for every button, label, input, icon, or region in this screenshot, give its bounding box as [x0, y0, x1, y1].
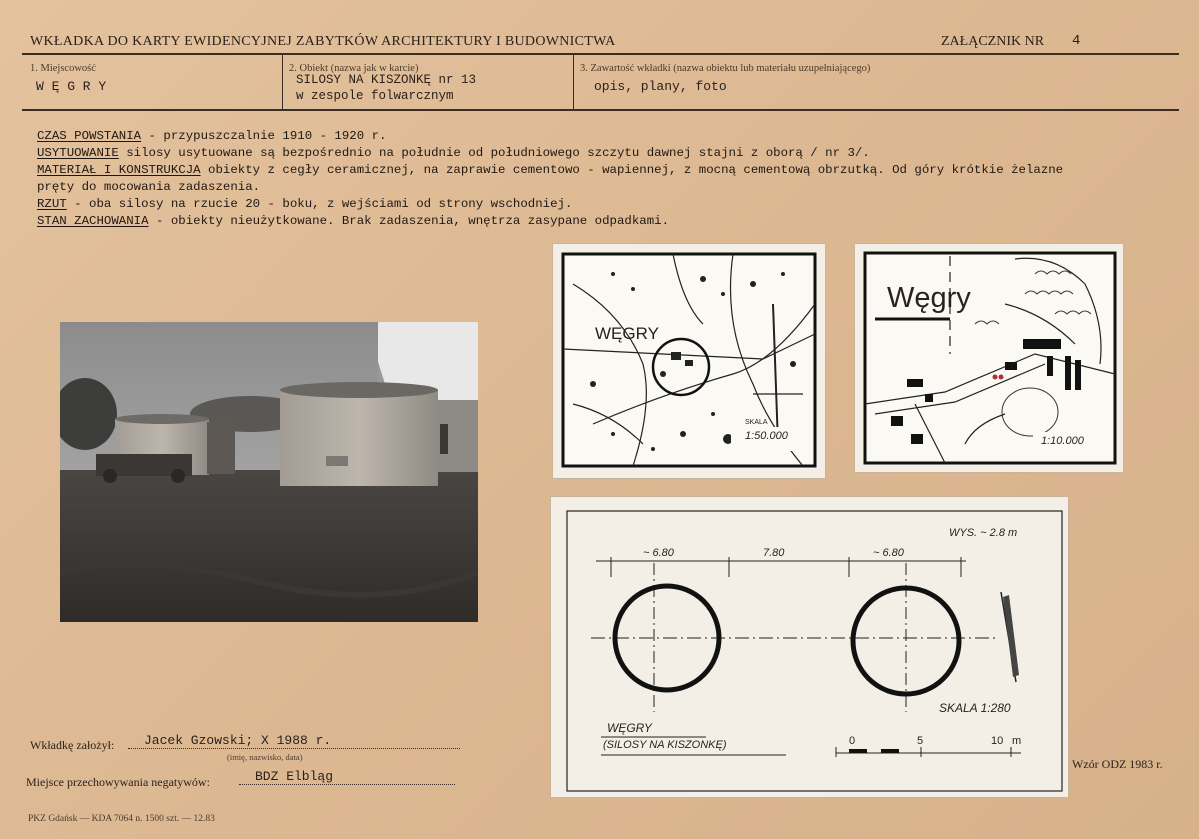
locality-value: W Ę G R Y	[36, 79, 107, 94]
map-1-drawing	[553, 244, 825, 478]
plan-title-town: WĘGRY	[607, 721, 652, 735]
material-heading: MATERIAŁ I KONSTRUKCJA	[37, 163, 201, 177]
silos-photo-image	[60, 322, 478, 622]
plan-text: - oba silosy na rzucie 20 - boku, z wejściami od strony wschodniej.	[66, 197, 573, 211]
plan-height-note: WYS. ~ 2.8 m	[949, 527, 1018, 539]
desc-line-material-cont: pręty do mocowania zadaszenia.	[37, 180, 261, 194]
map-2-town-label: Węgry	[887, 282, 971, 314]
condition-text: - obiekty nieużytkowane. Brak zadaszenia, wnętrza zasypane odpadkami.	[148, 214, 670, 228]
construction-date-heading: CZAS POWSTANIA	[37, 129, 142, 143]
desc-line-location	[37, 145, 870, 162]
plan-bar-0: 0	[849, 735, 856, 747]
construction-date-text: - przypuszczalnie 1910 - 1920 r.	[141, 129, 387, 143]
negatives-value: BDZ Elbląg	[239, 769, 455, 785]
card-title: WKŁADKA DO KARTY EWIDENCYJNEJ ZABYTKÓW ARCHITEKTURY I BUDOWNICTWA	[30, 34, 616, 49]
desc-line-condition	[37, 213, 669, 230]
annex-label: ZAŁĄCZNIK NR	[941, 34, 1045, 49]
annex-number: 4	[1072, 33, 1081, 49]
desc-line-plan	[37, 196, 572, 213]
plan-heading: RZUT	[37, 197, 67, 211]
founder-hint: (imię, nazwisko, data)	[227, 752, 303, 762]
location-map-2	[855, 244, 1123, 472]
form-model: Wzór ODZ 1983 r.	[1072, 757, 1163, 771]
silos-photograph	[60, 322, 478, 622]
desc-line-construction-date	[37, 128, 386, 145]
plan-dim-3: ~ 6.80	[873, 547, 904, 559]
founder-label: Wkładkę założył:	[30, 738, 115, 752]
plan-bar-unit: m	[1012, 735, 1022, 747]
object-value-line2: w zespole folwarcznym	[296, 89, 454, 103]
negatives-label: Miejsce przechowywania negatywów:	[26, 775, 210, 789]
object-label: 2. Obiekt (nazwa jak w karcie)	[289, 63, 419, 74]
location-map-1	[553, 244, 825, 478]
plan-drawing	[551, 497, 1068, 797]
location-heading: USYTUOWANIE	[37, 146, 119, 160]
silos-plan-drawing	[551, 497, 1068, 797]
plan-dim-1: ~ 6.80	[643, 547, 674, 559]
header-divider-2	[573, 55, 574, 109]
desc-line-material	[37, 162, 1063, 179]
contents-label: 3. Zawartość wkładki (nazwa obiektu lub materiału uzupełniającego)	[580, 63, 871, 74]
plan-dim-2: 7.80	[763, 547, 785, 559]
map-2-scale: 1:10.000	[1041, 435, 1084, 447]
locality-label: 1. Miejscowość	[30, 63, 96, 74]
header-rule-bottom	[22, 109, 1179, 111]
map-1-scale: 1:50.000	[745, 430, 788, 442]
header-rule-top	[22, 53, 1179, 55]
condition-heading: STAN ZACHOWANIA	[37, 214, 149, 228]
header-divider-1	[282, 55, 283, 109]
plan-scale-label: SKALA 1:280	[939, 701, 1011, 715]
founder-value: Jacek Gzowski; X 1988 r.	[128, 733, 460, 749]
map-1-scale-word: SKALA	[745, 419, 768, 426]
plan-title-object: (SILOSY NA KISZONKĘ)	[603, 739, 727, 751]
location-text: silosy usytuowane są bezpośrednio na południe od południowego szczytu dawnej stajni z oborą / nr 3/.	[118, 146, 870, 160]
object-value-line1: SILOSY NA KISZONKĘ nr 13	[296, 73, 477, 87]
plan-bar-5: 5	[917, 735, 924, 747]
map-1-town-label: WĘGRY	[595, 324, 659, 343]
contents-value: opis, plany, foto	[594, 79, 727, 94]
printer-note: PKZ Gdańsk — KDA 7064 n. 1500 szt. — 12.83	[28, 814, 215, 824]
material-text: obiekty z cegły ceramicznej, na zaprawie cementowo - wapiennej, z mocną cementową obrzutką. Od góry krótkie żelazne	[200, 163, 1064, 177]
plan-bar-10: 10	[991, 735, 1004, 747]
